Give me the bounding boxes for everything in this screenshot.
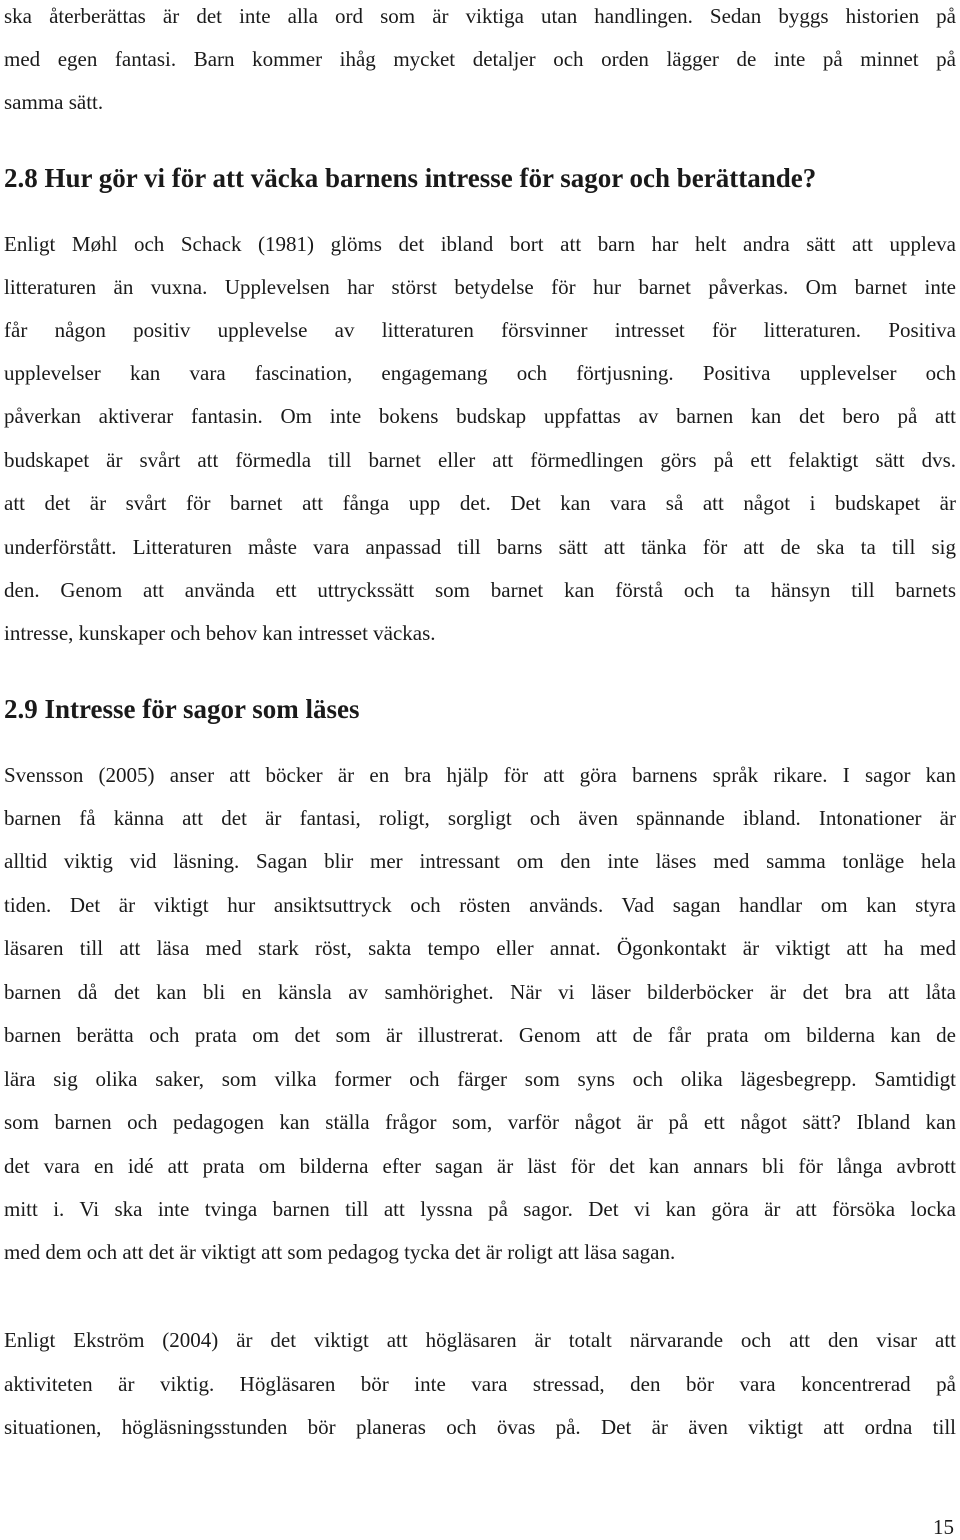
paragraph-line: läsaren till att läsa med stark röst, sakta tempo eller annat. Ögonkontakt är viktigt att ha med — [4, 936, 956, 960]
intro-line: med egen fantasi. Barn kommer ihåg mycket detaljer och orden lägger de inte på minnet på — [4, 47, 956, 71]
paragraph-line: med dem och att det är viktigt att som pedagog tycka det är roligt att läsa sagan. — [4, 1240, 676, 1264]
paragraph-line: får någon positiv upplevelse av litteraturen försvinner intresset för litteraturen. Positiva — [4, 318, 956, 342]
paragraph-line: intresse, kunskaper och behov kan intresset väckas. — [4, 621, 436, 645]
paragraph-line: alltid viktig vid läsning. Sagan blir mer intressant om den inte läses med samma tonläge hela — [4, 849, 956, 873]
paragraph-line: som barnen och pedagogen kan ställa frågor som, varför något är på ett något sätt? Ibland kan — [4, 1110, 956, 1134]
paragraph-line: tiden. Det är viktigt hur ansiktsuttryck och rösten används. Vad sagan handlar om kan styra — [4, 893, 956, 917]
paragraph-line: situationen, högläsningsstunden bör planeras och övas på. Det är även viktigt att ordna till — [4, 1415, 956, 1439]
paragraph-line: aktiviteten är viktig. Högläsaren bör inte vara stressad, den bör vara koncentrerad på — [4, 1372, 956, 1396]
paragraph-line: barnen få känna att det är fantasi, roligt, sorgligt och även spännande ibland. Intonationer är — [4, 806, 956, 830]
paragraph-line: Enligt Ekström (2004) är det viktigt att högläsaren är totalt närvarande och att den visar att — [4, 1328, 956, 1352]
paragraph-line: det vara en idé att prata om bilderna efter sagan är läst för det kan annars bli för långa avbrott — [4, 1154, 956, 1178]
paragraph-line: lära sig olika saker, som vilka former och färger som syns och olika lägesbegrepp. Samtidigt — [4, 1067, 956, 1091]
section-heading-2-8: 2.8 Hur gör vi för att väcka barnens intresse för sagor och berättande? — [4, 163, 817, 193]
intro-line: ska återberättas är det inte alla ord som är viktiga utan handlingen. Sedan byggs historien på — [4, 4, 956, 28]
page-number: 15 — [933, 1515, 954, 1539]
paragraph-line: den. Genom att använda ett uttryckssätt som barnet kan förstå och ta hänsyn till barnets — [4, 578, 956, 602]
paragraph-line: påverkan aktiverar fantasin. Om inte bokens budskap uppfattas av barnen kan det bero på att — [4, 404, 956, 428]
paragraph-line: barnen berätta och prata om det som är illustrerat. Genom att de får prata om bilderna kan de — [4, 1023, 956, 1047]
paragraph-line: att det är svårt för barnet att fånga upp det. Det kan vara så att något i budskapet är — [4, 491, 956, 515]
paragraph-line: barnen då det kan bli en känsla av samhörighet. När vi läser bilderböcker är det bra att låta — [4, 980, 956, 1004]
intro-line: samma sätt. — [4, 90, 104, 114]
paragraph-line: Svensson (2005) anser att böcker är en bra hjälp för att göra barnens språk rikare. I sagor kan — [4, 763, 956, 787]
paragraph-line: mitt i. Vi ska inte tvinga barnen till att lyssna på sagor. Det vi kan göra är att försöka locka — [4, 1197, 956, 1221]
paragraph-line: litteraturen än vuxna. Upplevelsen har störst betydelse för hur barnet påverkas. Om barnet inte — [4, 275, 956, 299]
paragraph-line: upplevelser kan vara fascination, engagemang och förtjusning. Positiva upplevelser och — [4, 361, 956, 385]
paragraph-line: underförstått. Litteraturen måste vara anpassad till barns sätt att tänka för att de ska ta till sig — [4, 535, 956, 559]
section-heading-2-9: 2.9 Intresse för sagor som läses — [4, 694, 360, 724]
paragraph-line: budskapet är svårt att förmedla till barnet eller att förmedlingen görs på ett felaktigt sätt dvs. — [4, 448, 956, 472]
paragraph-line: Enligt Møhl och Schack (1981) glöms det ibland bort att barn har helt andra sätt att uppleva — [4, 232, 956, 256]
